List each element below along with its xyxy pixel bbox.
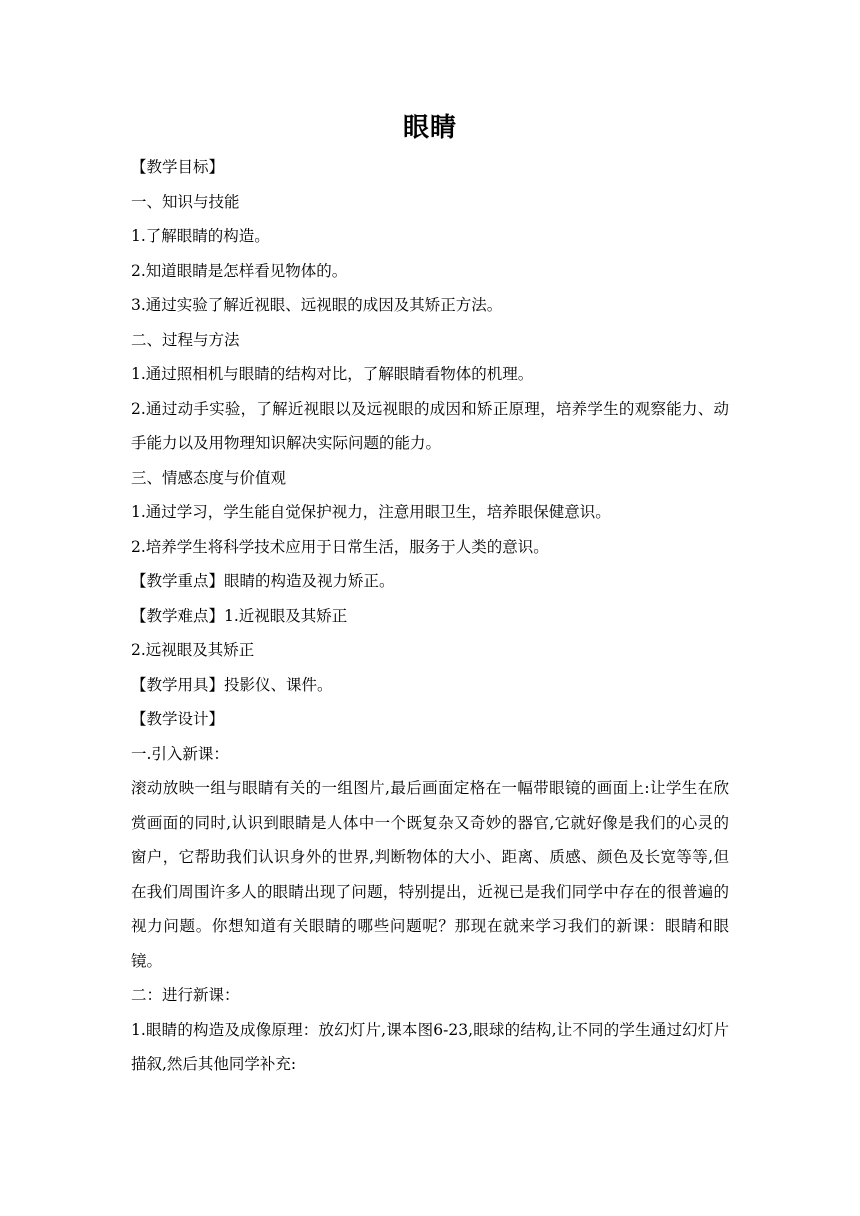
knowledge-item-1: 1.了解眼睛的构造。 bbox=[131, 227, 270, 245]
intro-paragraph: 滚动放映一组与眼睛有关的一组图片,最后画面定格在一幅带眼镜的画面上:让学生在欣赏画面的同时,认识到眼睛是人体中一个既复杂又奇妙的器官,它就好像是我们的心灵的窗户，它帮助我们认识身外的世界,判断物体的大小、距离、质感、颜色及长宽等等,但在我们周围许多人的眼睛出现了问题，特别提出，近视已是我们同学中存在的很普遍的视力问题。你想知道有关眼睛的哪些问题呢？那现在就来学习我们的新课：眼睛和眼镜。 bbox=[131, 779, 729, 970]
goals-header: 【教学目标】 bbox=[131, 158, 225, 176]
knowledge-item-2: 2.知道眼睛是怎样看见物体的。 bbox=[131, 261, 348, 280]
new-lesson-header: 二：进行新课： bbox=[131, 986, 240, 1004]
section-knowledge-skills: 一、知识与技能 bbox=[131, 192, 240, 211]
knowledge-item-3: 3.通过实验了解近视眼、远视眼的成因及其矫正方法。 bbox=[131, 296, 503, 314]
difficult-points: 【教学难点】1.近视眼及其矫正 bbox=[131, 606, 348, 625]
design-header: 【教学设计】 bbox=[131, 710, 225, 728]
document-body bbox=[131, 150, 731, 1082]
attitude-item-1: 1.通过学习，学生能自觉保护视力，注意用眼卫生，培养眼保健意识。 bbox=[131, 503, 611, 521]
difficult-points-2: 2.远视眼及其矫正 bbox=[131, 641, 255, 659]
process-item-1: 1.通过照相机与眼睛的结构对比，了解眼睛看物体的机理。 bbox=[131, 365, 534, 383]
process-item-2: 2.通过动手实验，了解近视眼以及远视眼的成因和矫正原理，培养学生的观察能力、动手能力以及用物理知识解决实际问题的能力。 bbox=[131, 399, 729, 452]
attitude-item-2: 2.培养学生将科学技术应用于日常生活，服务于人类的意识。 bbox=[131, 537, 549, 556]
section-process-method: 二、过程与方法 bbox=[131, 330, 240, 349]
intro-header: 一.引入新课： bbox=[131, 744, 229, 763]
key-points: 【教学重点】眼睛的构造及视力矫正。 bbox=[131, 572, 395, 590]
section-attitude-values: 三、情感态度与价值观 bbox=[131, 468, 287, 487]
document-title: 眼睛 bbox=[402, 113, 457, 143]
new-lesson-paragraph: 1.眼睛的构造及成像原理：放幻灯片,课本图6-23,眼球的结构,让不同的学生通过幻灯片描叙,然后其他同学补充: bbox=[131, 1020, 729, 1073]
teaching-tools: 【教学用具】投影仪、课件。 bbox=[131, 675, 333, 694]
